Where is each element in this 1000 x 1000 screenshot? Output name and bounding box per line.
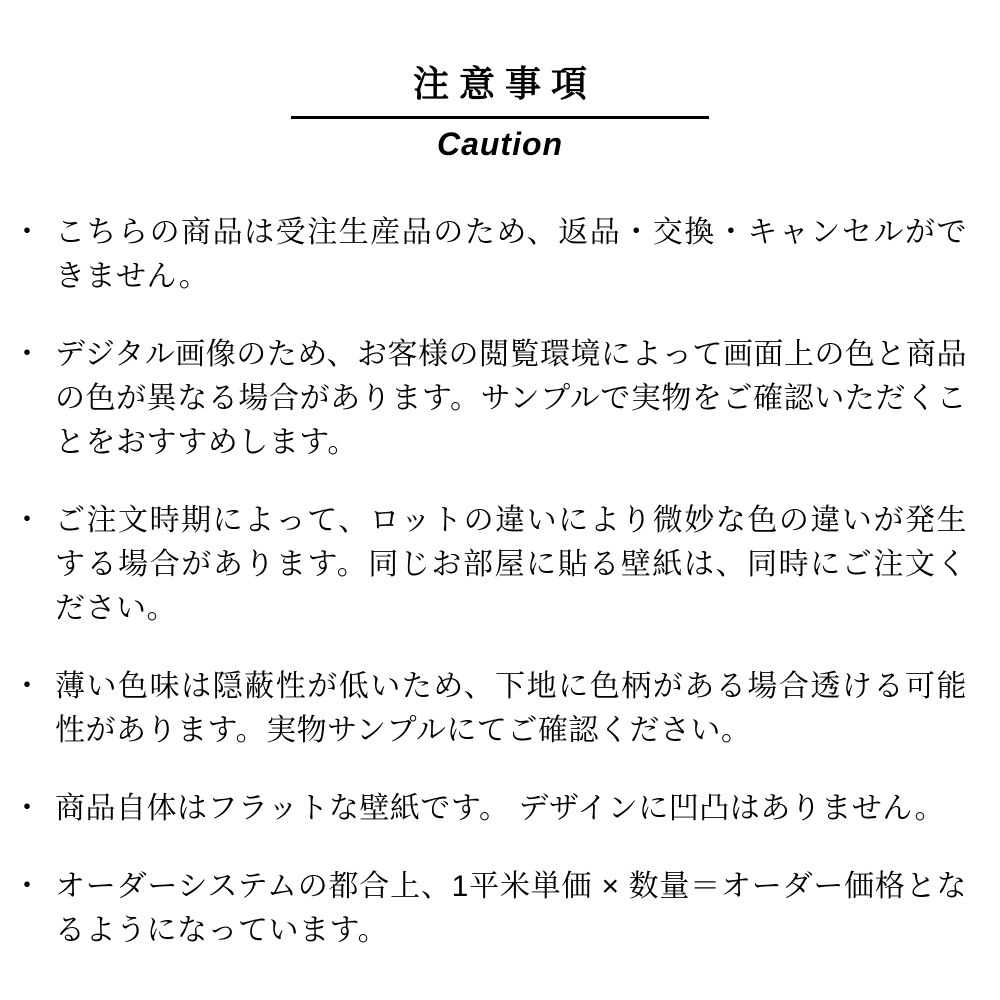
bullet-icon: ・ [12,870,42,904]
caution-list [0,211,1000,953]
page-header [0,62,1000,163]
caution-item [12,499,970,631]
caution-item [12,787,970,831]
bullet-icon: ・ [12,504,42,538]
bullet-icon: ・ [12,216,42,250]
page-title: 注意事項 [412,63,597,104]
caution-item [12,865,970,953]
caution-item-text: 商品自体はフラットな壁紙です。 デザインに凹凸はありません。 [55,792,946,826]
caution-item-text: デジタル画像のため、お客様の閲覧環境によって画面上の色と商品の色が異なる場合があります。サンプルで実物をご確認いただくことをおすすめします。 [55,338,967,460]
bullet-icon: ・ [12,792,42,826]
caution-item-text: ご注文時期によって、ロットの違いにより微妙な色の違いが発生する場合があります。同じお部屋に貼る壁紙は、同時にご注文ください。 [55,504,967,626]
bullet-icon: ・ [12,670,42,704]
caution-item-text: こちらの商品は受注生産品のため、返品・交換・キャンセルができません。 [55,216,967,294]
caution-item [12,333,970,465]
bullet-icon: ・ [12,338,42,372]
caution-item-text: オーダーシステムの都合上、1平米単価 × 数量＝オーダー価格となるようになっています。 [55,870,967,948]
caution-item [12,211,970,299]
page-subtitle: Caution [436,126,564,163]
caution-item [12,665,970,753]
title-underline [291,116,709,119]
caution-item-text: 薄い色味は隠蔽性が低いため、下地に色柄がある場合透ける可能性があります。実物サンプルにてご確認ください。 [55,670,967,748]
